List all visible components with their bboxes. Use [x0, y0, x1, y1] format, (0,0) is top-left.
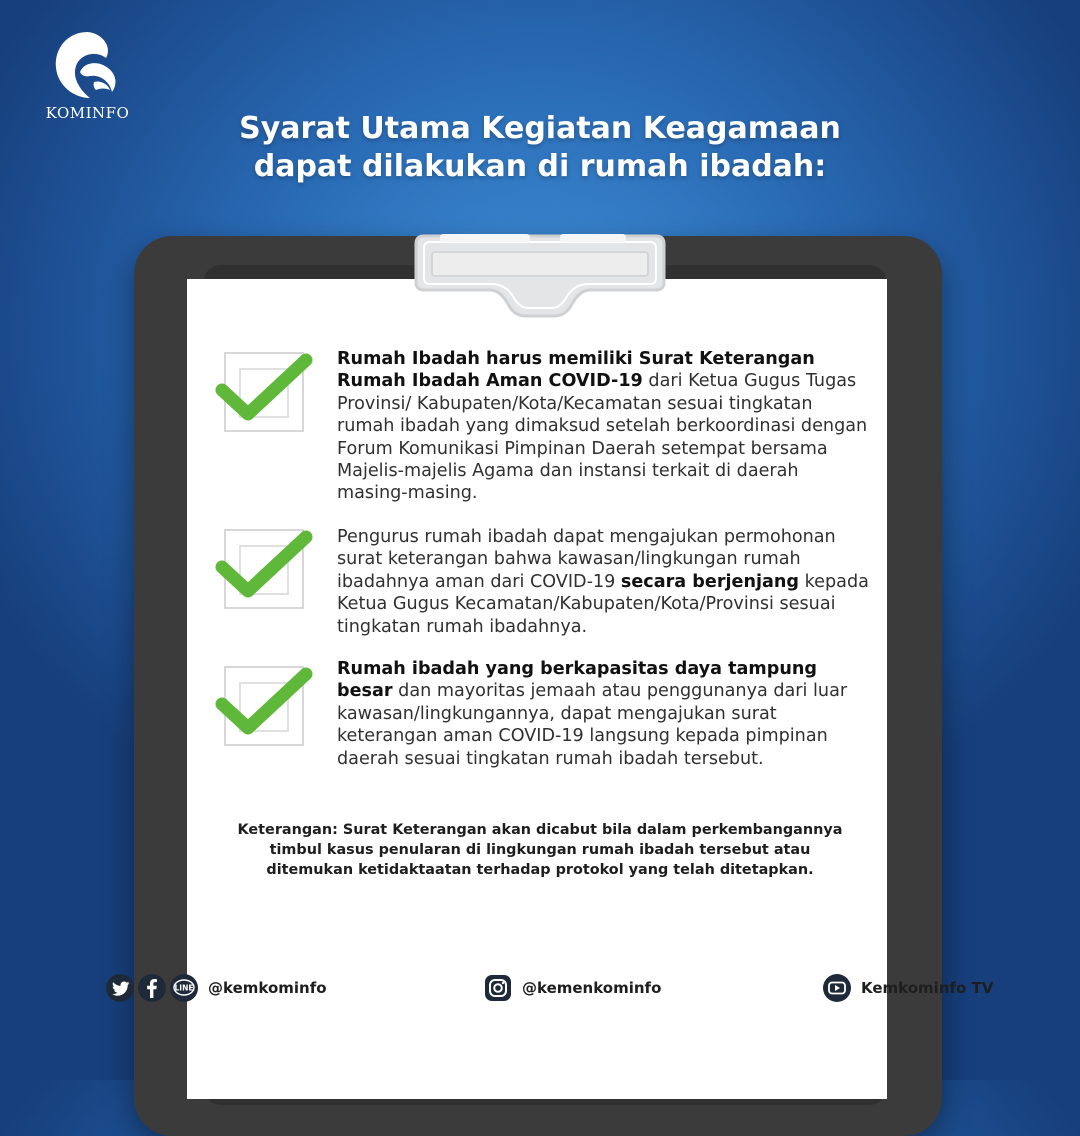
requirement-item-2-text-pre: Pengurus rumah ibadah dapat mengajukan permohonan surat keterangan bahwa kawasan/lingkungan rumah ibadahnya aman dari COVID-19: [337, 527, 836, 592]
requirement-item-3-bold: Rumah ibadah yang berkapasitas daya tampung besar: [337, 659, 817, 702]
check-icon: [210, 348, 320, 438]
requirement-item-2-bold: secara berjenjang: [620, 571, 800, 592]
handle-kemkominfo-tv[interactable]: Kemkominfo TV: [861, 979, 994, 997]
social-youtube: [823, 972, 993, 1004]
handle-kemkominfo[interactable]: @kemkominfo: [208, 979, 327, 997]
instagram-icon[interactable]: [484, 974, 512, 1002]
handle-kemenkominfo[interactable]: @kemenkominfo: [522, 979, 662, 997]
requirement-item-1-bold: Rumah Ibadah harus memiliki Surat Keterangan Rumah Ibadah Aman COVID-19: [337, 349, 815, 392]
requirement-item-2: [337, 526, 872, 638]
social-instagram: [484, 972, 661, 1004]
requirement-item-1: [337, 348, 872, 505]
facebook-icon[interactable]: [138, 974, 166, 1002]
clipboard-clip: [410, 228, 670, 328]
page-title: Syarat Utama Kegiatan Keagamaan dapat dilakukan di rumah ibadah:: [239, 111, 841, 184]
requirement-item-2-text-post: kepada Ketua Gugus Kecamatan/Kabupaten/Kota/Provinsi sesuai tingkatan rumah ibadahnya.: [337, 571, 869, 637]
line-icon-text: LINE: [174, 983, 194, 993]
kominfo-logo-icon: [50, 28, 126, 102]
twitter-icon[interactable]: [106, 974, 134, 1002]
youtube-icon[interactable]: [823, 974, 851, 1002]
requirement-item-1-text: dari Ketua Gugus Tugas Provinsi/ Kabupaten/Kota/Kecamatan sesuai tingkatan rumah ibadah yang dimaksud setelah berkoordinasi dengan Forum Komunikasi Pimpinan Daerah setempat bersama Majelis-majelis Agama dan instansi terkait di daerah masing-masing.: [337, 371, 868, 504]
note-text: Keterangan: Surat Keterangan akan dicabut bila dalam perkembangannya timbul kasus penularan di lingkungan rumah ibadah tersebut atau ditemukan ketidaktaatan terhadap protokol yang telah ditetapkan.: [237, 822, 843, 878]
line-icon[interactable]: [170, 974, 198, 1002]
logo-text: KOMINFO: [45, 104, 130, 122]
requirement-item-3: [337, 658, 872, 770]
requirement-item-3-text: dan mayoritas jemaah atau penggunanya dari luar kawasan/lingkungannya, dapat mengajukan surat keterangan aman COVID-19 langsung kepada pimpinan daerah sesuai tingkatan rumah ibadah tersebut.: [337, 681, 848, 769]
check-icon: [210, 662, 320, 752]
kominfo-logo: [40, 28, 135, 128]
social-multi: [106, 972, 327, 1004]
check-icon: [210, 525, 320, 615]
